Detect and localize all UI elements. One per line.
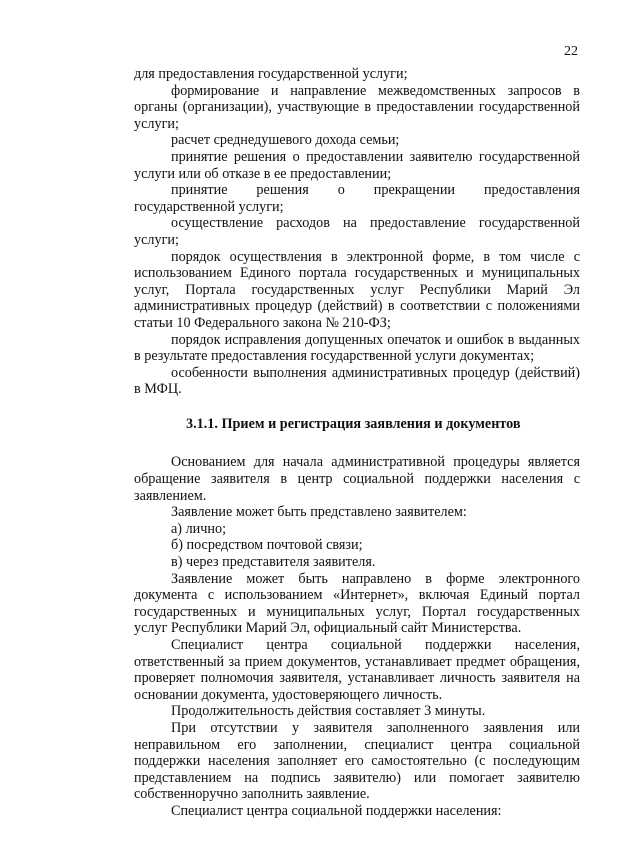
paragraph: Заявление может быть представлено заявителем:	[171, 504, 467, 521]
paragraph: осуществление расходов на предоставление государственной услуги;	[134, 215, 580, 248]
paragraph: б) посредством почтовой связи;	[171, 537, 363, 554]
paragraph: принятие решения о предоставлении заявителю государственной услуги или об отказе в ее предоставлении;	[134, 148, 580, 182]
paragraph: порядок исправления допущенных опечаток и ошибок в выданных в результате предоставления государственной услуги документах;	[134, 331, 580, 365]
paragraph: порядок осуществления в электронной форме, в том числе с использованием Единого портала государственных и муниципальных услуг, Портала государственных услуг Республики Марий Эл административных процедур (действий) в соответствии с положениями статьи 10 Федерального закона № 210-ФЗ;	[134, 248, 580, 331]
paragraph: Специалист центра социальной поддержки населения, ответственный за прием документов, устанавливает предмет обращения, проверяет полномочия заявителя, устанавливает личность заявителя на основании документа, удостоверяющего личность.	[134, 637, 580, 703]
paragraph: Специалист центра социальной поддержки населения:	[171, 802, 502, 819]
paragraph: Продолжительность действия составляет 3 минуты.	[171, 703, 486, 720]
paragraph: Заявление может быть направлено в форме электронного документа с использованием «Интернет», включая Единый портал государственных и муниципальных услуг, Портал государственных услуг Республики Марий Эл, официальный сайт Министерства.	[134, 570, 580, 637]
paragraph: При отсутствии у заявителя заполненного заявления или неправильном его заполнении, специалист центра социальной поддержки населения заполняет его самостоятельно (с последующим представлением на подпись заявителю) или помогает заявителю собственноручно заполнить заявление.	[134, 719, 580, 803]
section-heading: 3.1.1. Прием и регистрация заявления и документов	[186, 415, 521, 432]
paragraph: в) через представителя заявителя.	[171, 554, 376, 571]
document-body	[134, 66, 580, 820]
bottom-paragraphs	[134, 454, 580, 819]
paragraph: формирование и направление межведомственных запросов в органы (организации), участвующие в предоставлении государственной услуги;	[134, 82, 580, 132]
page-number: 22	[564, 44, 578, 59]
paragraph: а) лично;	[171, 520, 227, 537]
paragraph: Основанием для начала административной процедуры является обращение заявителя в центр социальной поддержки населения с заявлением.	[134, 454, 580, 504]
top-paragraphs	[134, 66, 580, 398]
paragraph: для предоставления государственной услуги;	[134, 66, 408, 82]
paragraph: особенности выполнения административных процедур (действий) в МФЦ.	[134, 364, 580, 398]
paragraph: принятие решения о прекращении предоставления государственной услуги;	[134, 182, 580, 215]
paragraph: расчет среднедушевого дохода семьи;	[171, 132, 400, 149]
